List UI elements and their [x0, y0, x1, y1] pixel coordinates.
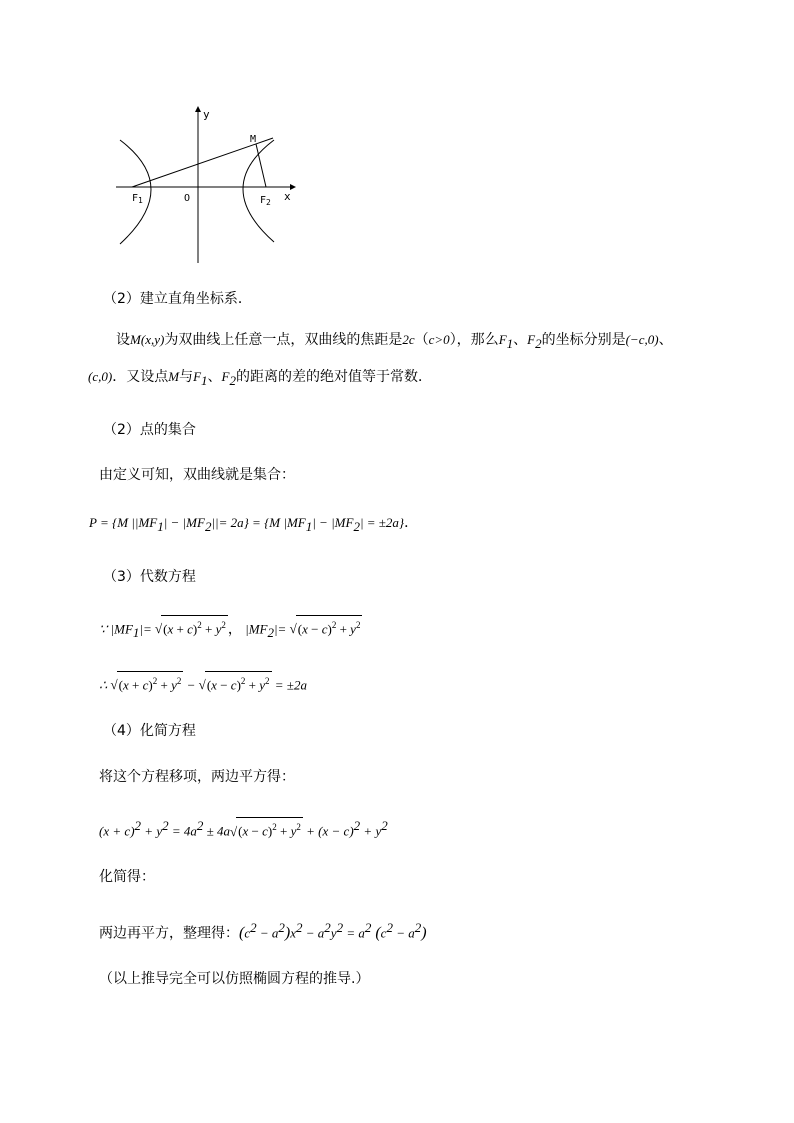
label-y: y [203, 108, 210, 121]
formula-distances: ∵ $|MF_1|= √(x + c)^2 + y^2$ ， $|MF_2|= √(x - c)^2 + y^2$ [99, 615, 362, 642]
paragraph-simplify: 化简得： [99, 869, 155, 885]
heading-coordinate-system: （2）建立直角坐标系． [103, 291, 252, 307]
hyperbola-figure [110, 104, 300, 266]
formula-difference: ∴ $√(x + c)^2 + y^2 - √(x - c)^2 + y^2 = \pm 2a$ [99, 671, 307, 694]
label-o: O [184, 193, 191, 204]
heading-simplify-equation: （4）化简方程 [103, 723, 196, 739]
line-m-f2 [256, 144, 266, 187]
label-m: M [250, 134, 257, 145]
label-f1: $F_1$ [132, 193, 143, 205]
paragraph-definition: 由定义可知，双曲线就是集合： [99, 467, 295, 483]
formula-final: 两边再平方，整理得：$(c^2 - a^2)x^2 - a^2y^2 = a^2$ $(c^2 - a^2)$ [99, 920, 427, 942]
formula-squared: $(x + c)^2 + y^2 = 4a^2 \pm 4a√(x - c)^2 + y^2 + (x - c)^2 + y^2$ [99, 818, 388, 839]
heading-point-set: （2）点的集合 [103, 422, 196, 438]
paragraph-note: （以上推导完全可以仿照椭圆方程的推导.） [99, 971, 370, 987]
paragraph-setup-line-1: 设M(x,y)为双曲线上任意一点，双曲线的焦距是2c（c>0），那么$F_1$、$F_2$的坐标分别是(−c,0)、 [116, 332, 673, 351]
x-axis-arrow [290, 184, 296, 190]
paragraph-setup-line-2: (c,0)．又设点M与$F_1$、$F_2$的距离的差的绝对值等于常数． [88, 369, 432, 388]
heading-algebraic-equation: （3）代数方程 [103, 569, 196, 585]
y-axis-arrow [195, 106, 201, 112]
label-x: x [284, 190, 291, 203]
formula-point-set: P = {M $||MF_1| - |MF_2||= 2a\} = \{M$ $|MF_1| - |MF_2| = \pm 2a$}． [89, 515, 419, 534]
paragraph-move-terms: 将这个方程移项，两边平方得： [99, 769, 295, 785]
left-branch [120, 140, 151, 244]
label-f2: $F_2$ [260, 195, 271, 207]
